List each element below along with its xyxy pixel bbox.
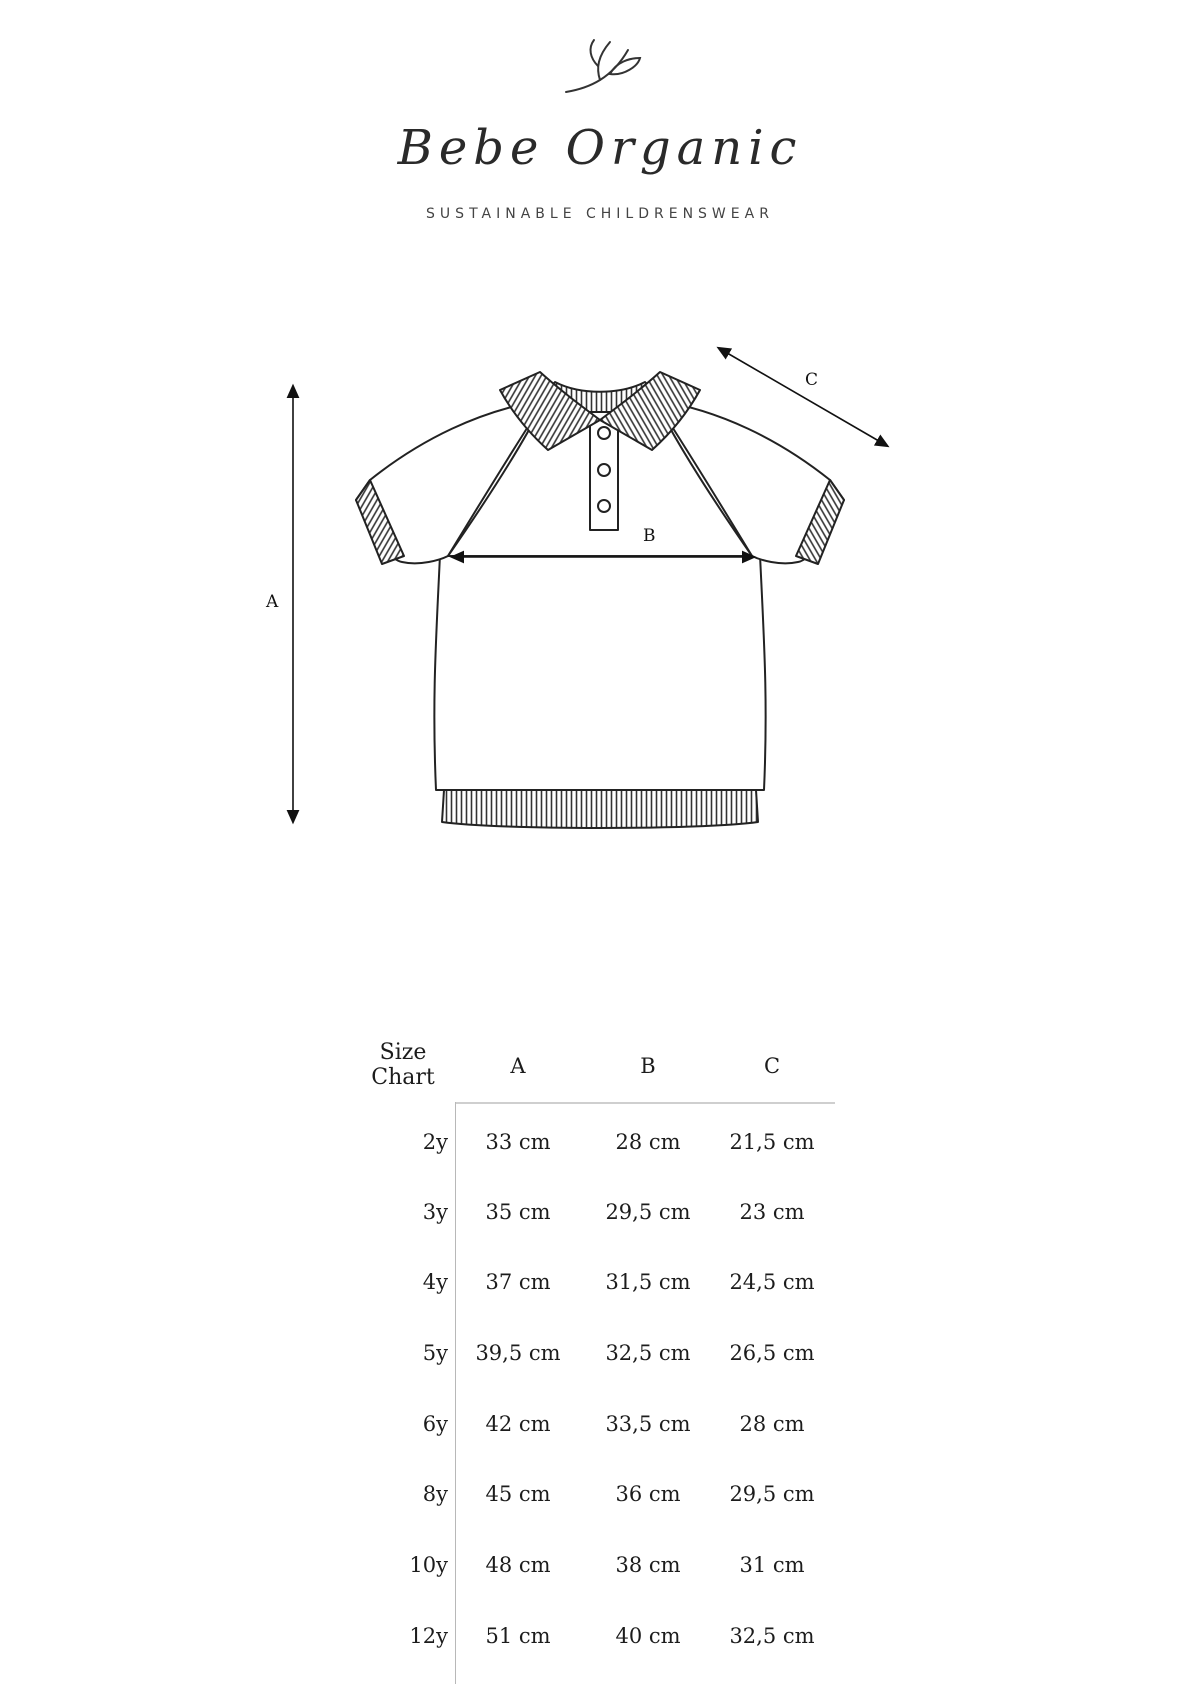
- size-cell: 8y: [422, 1482, 448, 1506]
- size-cell: 6y: [422, 1412, 448, 1436]
- value-b-cell: 33,5 cm: [605, 1412, 691, 1436]
- table-row: [360, 1553, 840, 1593]
- value-b-cell: 31,5 cm: [605, 1270, 691, 1294]
- value-c-cell: 31 cm: [739, 1553, 805, 1577]
- column-divider: [455, 1102, 456, 1684]
- value-a-cell: 33 cm: [485, 1130, 551, 1154]
- size-cell: 12y: [409, 1624, 448, 1648]
- dimension-label-a: A: [266, 592, 279, 612]
- value-c-cell: 26,5 cm: [729, 1341, 815, 1365]
- value-c-cell: 21,5 cm: [729, 1130, 815, 1154]
- brand-tagline: SUSTAINABLE CHILDRENSWEAR: [426, 206, 774, 222]
- table-row: [360, 1412, 840, 1452]
- value-c-cell: 23 cm: [739, 1200, 805, 1224]
- value-a-cell: 35 cm: [485, 1200, 551, 1224]
- value-b-cell: 38 cm: [615, 1553, 681, 1577]
- value-c-cell: 32,5 cm: [729, 1624, 815, 1648]
- table-row: [360, 1130, 840, 1170]
- size-cell: 5y: [422, 1341, 448, 1365]
- table-row: [360, 1200, 840, 1240]
- table-row: [360, 1482, 840, 1522]
- value-c-cell: 29,5 cm: [729, 1482, 815, 1506]
- dimension-label-c: C: [805, 370, 819, 390]
- value-b-cell: 29,5 cm: [605, 1200, 691, 1224]
- value-b-cell: 32,5 cm: [605, 1341, 691, 1365]
- value-a-cell: 42 cm: [485, 1412, 551, 1436]
- value-c-cell: 24,5 cm: [729, 1270, 815, 1294]
- column-header-b: B: [640, 1054, 656, 1078]
- column-header-a: A: [510, 1054, 526, 1078]
- size-cell: 4y: [422, 1270, 448, 1294]
- table-row: [360, 1341, 840, 1381]
- size-cell: 10y: [409, 1553, 448, 1577]
- size-cell: 3y: [422, 1200, 448, 1224]
- size-chart-heading: Size Chart: [371, 1040, 435, 1090]
- size-cell: 2y: [422, 1130, 448, 1154]
- value-a-cell: 51 cm: [485, 1624, 551, 1648]
- table-row: [360, 1624, 840, 1664]
- value-a-cell: 39,5 cm: [475, 1341, 561, 1365]
- value-b-cell: 28 cm: [615, 1130, 681, 1154]
- value-b-cell: 40 cm: [615, 1624, 681, 1648]
- brand-name: Bebe Organic: [397, 120, 803, 176]
- value-a-cell: 48 cm: [485, 1553, 551, 1577]
- column-header-c: C: [763, 1054, 781, 1078]
- value-a-cell: 37 cm: [485, 1270, 551, 1294]
- value-a-cell: 45 cm: [485, 1482, 551, 1506]
- value-c-cell: 28 cm: [739, 1412, 805, 1436]
- dimension-label-b: B: [643, 526, 656, 546]
- table-row: [360, 1270, 840, 1310]
- value-b-cell: 36 cm: [615, 1482, 681, 1506]
- header-divider: [455, 1102, 835, 1104]
